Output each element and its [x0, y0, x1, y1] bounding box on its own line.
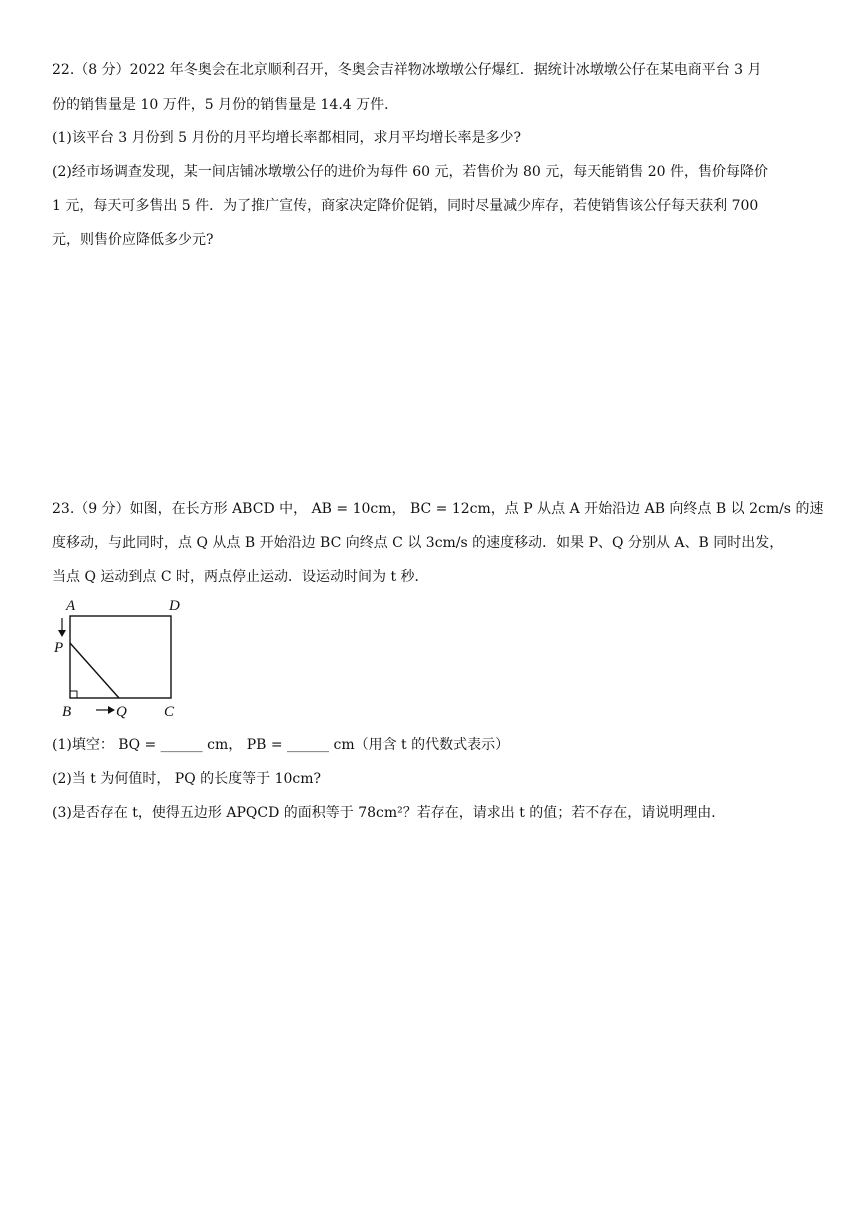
q22-line-2: 份的销售量是 10 万件，5 月份的销售量是 14.4 万件．: [52, 97, 399, 113]
label-q: Q: [116, 704, 127, 720]
label-p: P: [54, 640, 64, 656]
q22-part-1: (1)该平台 3 月份到 5 月份的月平均增长率都相同，求月平均增长率是多少?: [52, 130, 521, 146]
q22-part-2-line-3: 元，则售价应降低多少元?: [52, 232, 214, 248]
q23-line-3: 当点 Q 运动到点 C 时，两点停止运动．设运动时间为 t 秒．: [52, 569, 429, 585]
q23-part-3: (3)是否存在 t，使得五边形 APQCD 的面积等于 78cm²？若存在，请求出 t 的值；若不存在，请说明理由．: [52, 805, 726, 821]
label-a: A: [66, 598, 76, 614]
label-d: D: [169, 598, 180, 614]
q22-part-2-line-1: (2)经市场调查发现，某一间店铺冰墩墩公仔的进价为每件 60 元，若售价为 80 元，每天能销售 20 件，售价每降价: [52, 164, 768, 180]
q23-part-2: (2)当 t 为何值时， PQ 的长度等于 10cm?: [52, 771, 322, 787]
rectangle-figure: [50, 598, 190, 726]
q22-line-1: 22.（8 分）2022 年冬奥会在北京顺利召开，冬奥会吉祥物冰墩墩公仔爆红．据统计冰墩墩公仔在某电商平台 3 月: [52, 62, 762, 78]
q23-part-1: (1)填空： BQ = ______ cm， PB = ______ cm（用含 t 的代数式表示）: [52, 737, 510, 753]
q23-line-1: 23.（9 分）如图，在长方形 ABCD 中， AB = 10cm， BC = 12cm，点 P 从点 A 开始沿边 AB 向终点 B 以 2cm/s 的速: [52, 501, 824, 517]
label-c: C: [164, 704, 175, 720]
rectangle-abcd: [70, 616, 171, 698]
segment-pq: [70, 643, 119, 698]
q23-line-2: 度移动，与此同时，点 Q 从点 B 开始沿边 BC 向终点 C 以 3cm/s 的速度移动．如果 P、Q 分别从 A、B 同时出发，: [52, 535, 784, 551]
q22-part-2-line-2: 1 元，每天可多售出 5 件．为了推广宣传，商家决定降价促销，同时尽量减少库存，若使销售该公仔每天获利 700: [52, 198, 759, 214]
label-b: B: [62, 704, 72, 720]
arrow-down-head: [58, 630, 66, 637]
arrow-right-head: [108, 706, 115, 714]
right-angle-mark: [70, 691, 77, 698]
